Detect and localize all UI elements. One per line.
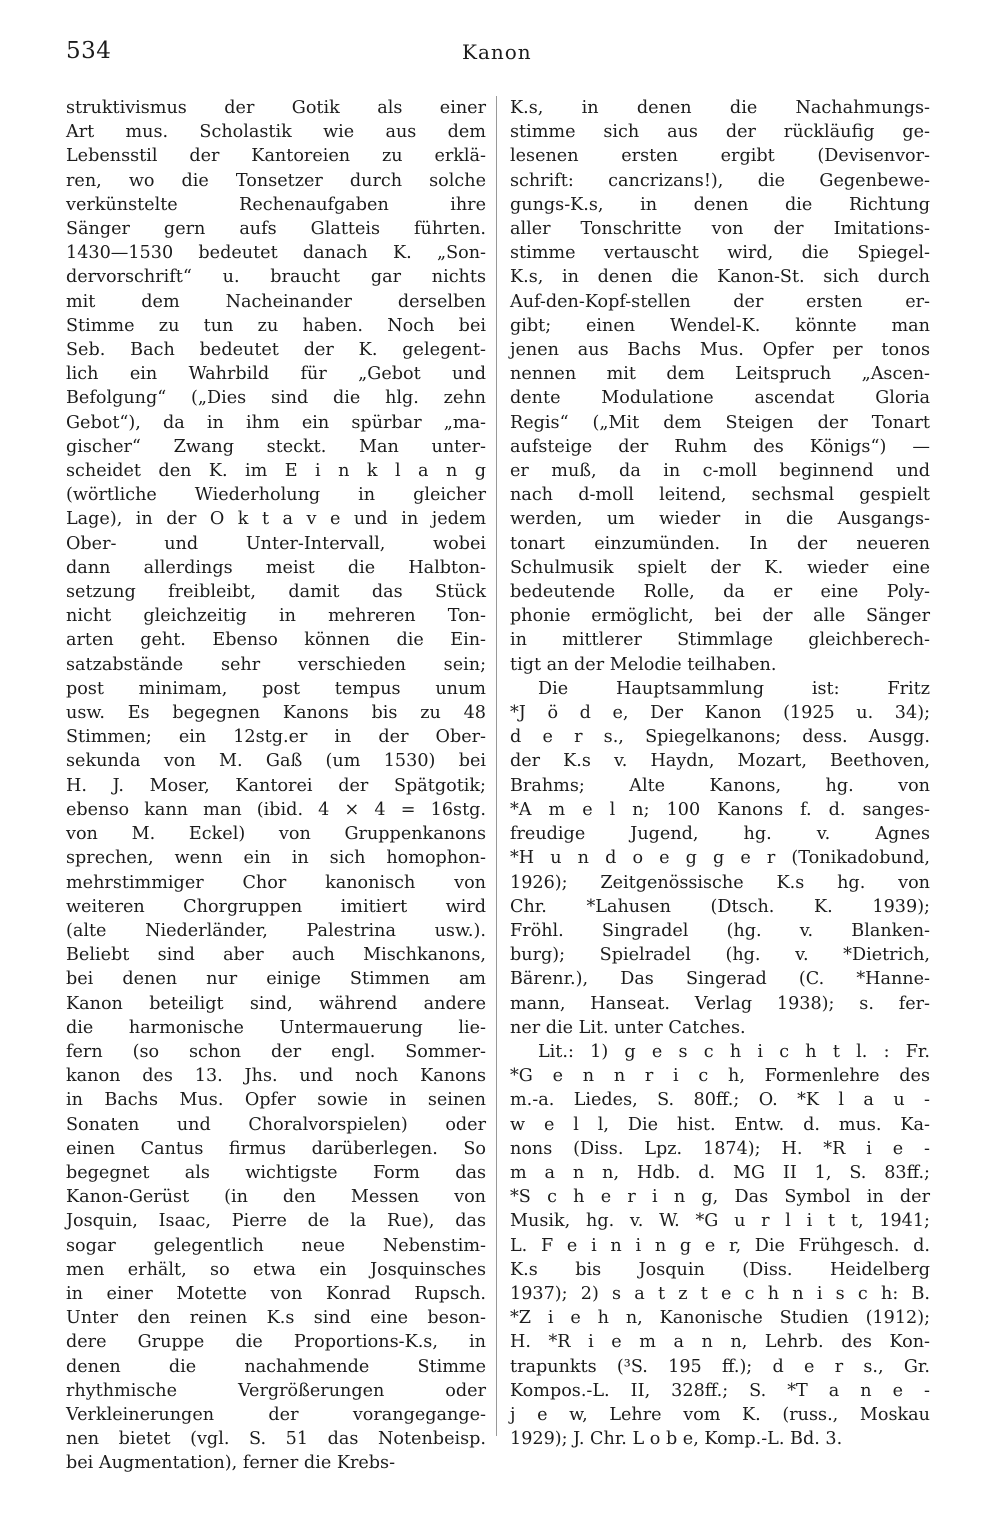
text-line: *A m e l n; 100 Kanons f. d. sanges- [510,799,930,820]
text-line: begegnet als wichtigste Form das [66,1162,486,1183]
text-line: struktivismus der Gotik als einer [66,98,486,118]
text-line: *H u n d o e g g e r (Tonikadobund, [510,848,930,869]
text-line: in Bachs Mus. Opfer sowie in seinen [66,1090,486,1111]
text-line: satzabstände sehr verschieden sein; [66,654,486,675]
text-line: der K.s v. Haydn, Mozart, Beethoven, [510,751,930,772]
text-line: burg); Spielradel (hg. v. *Dietrich, [510,945,930,966]
text-line: einen Cantus firmus darüberlegen. So [66,1138,486,1159]
text-line: in mittlerer Stimmlage gleichberech- [510,630,930,651]
text-line: dann allerdings meist die Halbton- [66,557,486,578]
text-line: Art mus. Scholastik wie aus dem [66,122,486,143]
text-line: nach d-moll leitend, sechsmal gespielt [510,485,930,506]
text-line: nennen mit dem Leitspruch „Ascen- [510,364,930,385]
text-line: mehrstimmiger Chor kanonisch von [66,872,486,893]
text-line: von M. Eckel) von Gruppenkanons [66,824,486,845]
text-line: 1937); 2) s a t z t e c h n i s c h: B. [510,1283,930,1304]
text-line: Stimmen; ein 12stg.er in der Ober- [66,727,486,748]
text-line: schrift: cancrizans!), die Gegenbewe- [510,170,930,191]
text-line: sprechen, wenn ein in sich homophon- [66,848,486,869]
text-line: gischer“ Zwang steckt. Man unter- [66,436,486,457]
text-line: ner die Lit. unter Catches. [510,1017,746,1038]
text-line: Gebot“), da in ihm ein spürbar „ma- [66,412,486,433]
text-line: aller Tonschritte von der Imitations- [510,219,930,240]
text-line: (alte Niederländer, Palestrina usw.). [66,920,486,941]
text-line: fern (so schon der engl. Sommer- [66,1041,486,1062]
text-line: er muß, da in c-moll beginnend und [510,461,930,482]
text-line: Chr. *Lahusen (Dtsch. K. 1939); [510,896,930,917]
text-line: 1430—1530 bedeutet danach K. „Son- [66,243,486,264]
left-text-column [66,96,486,1476]
text-line: *S c h e r i n g, Das Symbol in der [510,1187,930,1208]
text-line: trapunkts (³S. 195 ff.); d e r s., Gr. [510,1356,930,1377]
text-line: ebenso kann man (ibid. 4 × 4 = 16stg. [66,799,486,820]
text-line: post minimam, post tempus unum [66,678,486,699]
text-line: Sonaten und Choralvorspielen) oder [66,1114,486,1135]
text-line: tonart einzumünden. In der neueren [510,533,930,554]
column-divider [496,96,497,1436]
text-line: Josquin, Isaac, Pierre de la Rue), das [66,1211,486,1232]
text-line: Ober- und Unter-Intervall, wobei [66,533,486,554]
text-line: rhythmische Vergrößerungen oder [66,1380,486,1401]
text-line: kanon des 13. Jhs. und noch Kanons [66,1066,486,1087]
text-line: Befolgung“ („Dies sind die hlg. zehn [66,388,486,409]
text-line: 1926); Zeitgenössische K.s hg. von [510,872,930,893]
text-line: (wörtliche Wiederholung in gleicher [66,485,486,506]
text-line: Brahms; Alte Kanons, hg. von [510,775,930,796]
text-line: Fröhl. Singradel (hg. v. Blanken- [510,920,930,941]
text-line: freudige Jugend, hg. v. Agnes [510,824,930,845]
text-line: Musik, hg. v. W. *G u r l i t t, 1941; [510,1211,930,1232]
text-line: Sänger gern aufs Glatteis führten. [66,219,486,240]
text-line: arten geht. Ebenso können die Ein- [66,630,486,651]
text-line: Seb. Bach bedeutet der K. gelegent- [66,340,486,361]
text-line: Kompos.-L. II, 328ff.; S. *T a n e - [510,1380,930,1401]
text-line: bedeutende Rolle, da er eine Poly- [510,582,930,603]
text-line: Auf-den-Kopf-stellen der ersten er- [510,291,930,312]
text-line: die harmonische Untermauerung lie- [66,1017,486,1038]
text-line: aufsteige der Ruhm des Königs“) — [510,436,930,457]
text-line: Beliebt sind aber auch Mischkanons, [66,945,486,966]
text-line: L. F e i n i n g e r, Die Frühgesch. d. [510,1235,930,1256]
text-line: Kanon beteiligt sind, während andere [66,993,486,1014]
text-line: K.s bis Josquin (Diss. Heidelberg [510,1259,930,1280]
text-line: Stimme zu tun zu haben. Noch bei [66,315,486,336]
text-line: sekunda von M. Gaß (um 1530) bei [66,751,486,772]
page-number: 534 [66,38,112,64]
text-line: m.-a. Liedes, S. 80ff.; O. *K l a u - [510,1090,930,1111]
text-line: ren, wo die Tonsetzer durch solche [66,170,486,191]
text-line: mit dem Nacheinander derselben [66,291,486,312]
text-line: tigt an der Melodie teilhaben. [510,654,777,675]
text-line: Lit.: 1) g e s c h i c h t l. : Fr. [538,1041,930,1062]
text-line: Lebensstil der Kantoreien zu erklä- [66,146,486,167]
text-line: K.s, in denen die Nachahmungs- [510,98,930,118]
text-line: 1929); J. Chr. L o b e, Komp.-L. Bd. 3. [510,1429,843,1450]
text-line: dente Modulatione ascendat Gloria [510,388,930,409]
text-line: setzung freibleibt, damit das Stück [66,582,486,603]
text-line: bei denen nur einige Stimmen am [66,969,486,990]
text-line: K.s, in denen die Kanon-St. sich durch [510,267,930,288]
text-line: j e w, Lehre vom K. (russ., Moskau [510,1404,930,1425]
text-line: H. *R i e m a n n, Lehrb. des Kon- [510,1332,930,1353]
text-line: nen bietet (vgl. S. 51 das Notenbeisp. [66,1429,486,1450]
text-line: Bärenr.), Das Singerad (C. *Hanne- [510,969,930,990]
text-line: Regis“ („Mit dem Steigen der Tonart [510,412,930,433]
text-line: verkünstelte Rechenaufgaben ihre [66,194,486,215]
text-line: nons (Diss. Lpz. 1874); H. *R i e - [510,1138,930,1159]
text-line: Die Hauptsammlung ist: Fritz [538,678,930,699]
text-line: dervorschrift“ u. braucht gar nichts [66,267,486,288]
text-line: in einer Motette von Konrad Rupsch. [66,1283,486,1304]
text-line: jenen aus Bachs Mus. Opfer per tonos [510,340,930,361]
text-line: Unter den reinen K.s sind eine beson- [66,1308,486,1329]
text-line: usw. Es begegnen Kanons bis zu 48 [66,703,486,724]
text-line: d e r s., Spiegelkanons; dess. Ausgg. [510,727,930,748]
text-line: stimme sich aus der rückläufig ge- [510,122,930,143]
text-line: m a n n, Hdb. d. MG II 1, S. 83ff.; [510,1162,930,1183]
text-line: bei Augmentation), ferner die Krebs- [66,1453,396,1474]
text-line: Schulmusik spielt der K. wieder eine [510,557,930,578]
text-line: w e l l, Die hist. Entw. d. mus. Ka- [510,1114,930,1135]
text-line: men erhält, so etwa ein Josquinsches [66,1259,486,1280]
text-line: Kanon-Gerüst (in den Messen von [66,1187,486,1208]
text-line: H. J. Moser, Kantorei der Spätgotik; [66,775,486,796]
text-line: nicht gleichzeitig in mehreren Ton- [66,606,486,627]
right-text-column [510,96,930,1451]
text-line: *Z i e h n, Kanonische Studien (1912); [510,1308,930,1329]
text-line: gungs-K.s, in denen die Richtung [510,194,930,215]
text-line: phonie ermöglicht, bei der alle Sänger [510,606,930,627]
text-line: sogar gelegentlich neue Nebenstim- [66,1235,486,1256]
text-line: scheidet den K. im E i n k l a n g [66,461,486,482]
text-line: lich ein Wahrbild für „Gebot und [66,364,486,385]
text-line: stimme vertauscht wird, die Spiegel- [510,243,930,264]
text-line: werden, um wieder in die Ausgangs- [510,509,930,530]
text-line: gibt; einen Wendel-K. könnte man [510,315,930,336]
text-line: lesenen ersten ergibt (Devisenvor- [510,146,930,167]
text-line: Verkleinerungen der vorangegange- [66,1404,486,1425]
running-head: Kanon [462,40,532,64]
text-line: mann, Hanseat. Verlag 1938); s. fer- [510,993,930,1014]
text-line: dere Gruppe die Proportions-K.s, in [66,1332,486,1353]
text-line: weiteren Chorgruppen imitiert wird [66,896,486,917]
text-line: *J ö d e, Der Kanon (1925 u. 34); [510,703,930,724]
text-line: denen die nachahmende Stimme [66,1356,486,1377]
text-line: Lage), in der O k t a v e und in jedem [66,509,486,530]
text-line: *G e n n r i c h, Formenlehre des [510,1066,930,1087]
